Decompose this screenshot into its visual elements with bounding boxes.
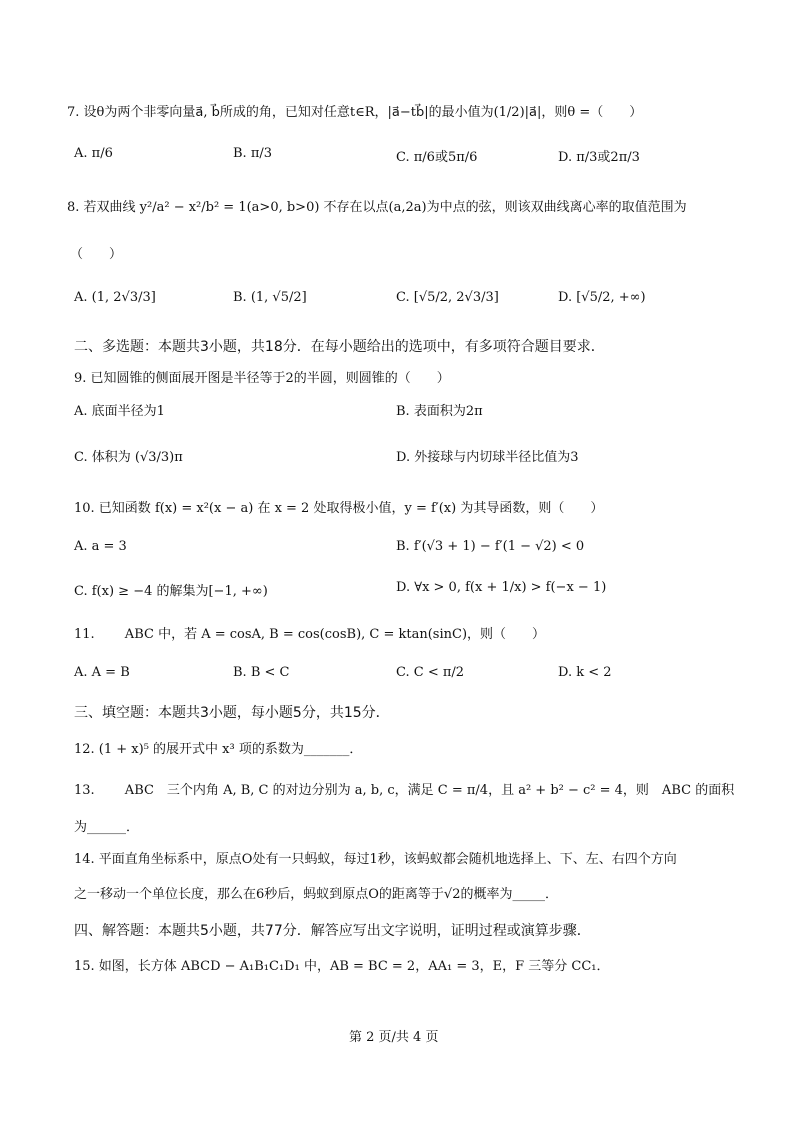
q11-stem: 11. ABC 中，若 A = cosA, B = cos(cosB), C = ktan(sinC)，则（ ） [74,627,546,642]
q9-option-d: D. 外接球与内切球半径比值为3 [396,450,579,465]
section-heading-multiple-choice: 二、多选题：本题共3小题，共18分．在每小题给出的选项中，有多项符合题目要求． [74,339,605,355]
q8-option-a: A. (1, 2√3/3] [74,290,156,305]
q7-stem: 7. 设θ为两个非零向量a⃗, b⃗所成的角，已知对任意t∈R，|a⃗−tb⃗|的最小值为(1/2)|a⃗|，则θ =（ ） [67,105,643,120]
q8-option-c: C. [√5/2, 2√3/3] [396,290,499,305]
q7-option-a: A. π/6 [74,146,113,161]
page-footer: 第 2 页/共 4 页 [349,1030,439,1045]
q10-option-a: A. a = 3 [74,539,127,554]
q9-option-c: C. 体积为 (√3/3)π [74,450,183,465]
q8-paren: （ ） [70,247,123,262]
q8-stem: 8. 若双曲线 y²/a² − x²/b² = 1(a>0, b>0) 不存在以点(a,2a)为中点的弦，则该双曲线离心率的取值范围为 [67,200,687,215]
question-12: 12. (1 + x)⁵ 的展开式中 x³ 项的系数为_______． [74,742,363,757]
q7-option-c: C. π/6或5π/6 [396,150,478,165]
section-heading-solutions: 四、解答题：本题共5小题，共77分．解答应写出文字说明，证明过程或演算步骤． [74,923,591,939]
q11-option-d: D. k < 2 [558,665,612,680]
q9-stem: 9. 已知圆锥的侧面展开图是半径等于2的半圆，则圆锥的（ ） [74,371,450,386]
q10-option-b: B. f′(√3 + 1) − f′(1 − √2) < 0 [396,539,585,554]
q9-option-a: A. 底面半径为1 [74,404,165,419]
q8-option-b: B. (1, √5/2] [233,290,307,305]
q14-line-1: 14. 平面直角坐标系中，原点O处有一只蚂蚁，每过1秒，该蚂蚁都会随机地选择上、下、左、右四个方向 [74,852,677,867]
q10-stem: 10. 已知函数 f(x) = x²(x − a) 在 x = 2 处取得极小值，y = f′(x) 为其导函数，则（ ） [74,501,604,516]
q10-option-c: C. f(x) ≥ −4 的解集为[−1, +∞) [74,584,268,599]
q13-line-1: 13. ABC 三个内角 A, B, C 的对边分别为 a, b, c，满足 C = π/4，且 a² + b² − c² = 4，则 ABC 的面积 [74,783,735,798]
q7-option-d: D. π/3或2π/3 [558,150,640,165]
q11-option-a: A. A = B [74,665,130,680]
q8-option-d: D. [√5/2, +∞) [558,290,646,305]
q9-option-b: B. 表面积为2π [396,404,483,419]
question-15: 15. 如图，长方体 ABCD − A₁B₁C₁D₁ 中，AB = BC = 2，AA₁ = 3，E，F 三等分 CC₁． [74,959,610,974]
q14-line-2: 之一移动一个单位长度，那么在6秒后，蚂蚁到原点O的距离等于√2的概率为_____． [74,887,558,902]
q10-option-d: D. ∀x > 0, f(x + 1/x) > f(−x − 1) [396,580,607,595]
q7-option-b: B. π/3 [233,146,273,161]
q11-option-b: B. B < C [233,665,290,680]
q13-line-2: 为______． [74,820,140,835]
section-heading-fill-in: 三、填空题：本题共3小题，每小题5分，共15分． [74,705,390,721]
q11-option-c: C. C < π/2 [396,665,465,680]
